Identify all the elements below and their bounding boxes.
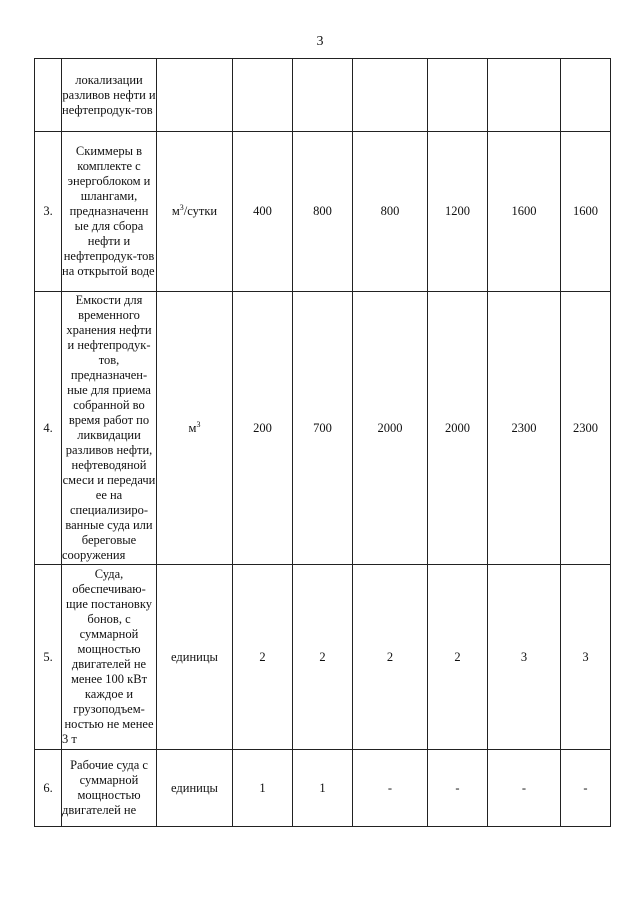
row-value: [488, 59, 561, 132]
row-value: 800: [353, 132, 428, 292]
row-value: [233, 59, 293, 132]
page-number: 3: [316, 34, 324, 49]
unit-superscript: 3: [179, 202, 184, 212]
row-value: 2300: [561, 292, 611, 565]
row-description: локализации разливов нефти и нефтепродук-тов: [62, 59, 157, 132]
row-description: Емкости для временного хранения нефти и нефтепродук-тов, предназначен-ные для приема собранной во время работ по ликвидации разливов нефти, нефтеводяной смеси и передачи ее на специализиро-ванные суда или береговые сооружения: [62, 292, 157, 565]
row-value: 1600: [488, 132, 561, 292]
row-value: 2: [293, 565, 353, 750]
row-value: 700: [293, 292, 353, 565]
unit-rest: /сутки: [183, 204, 218, 218]
row-value: [293, 59, 353, 132]
row-number: 3.: [35, 132, 62, 292]
table-row: [35, 59, 611, 132]
row-value: -: [428, 750, 488, 827]
row-value: -: [353, 750, 428, 827]
row-value: [428, 59, 488, 132]
row-value: 2000: [353, 292, 428, 565]
row-description: Скиммеры в комплекте с энергоблоком и шлангами, предназначенн ые для сбора нефти и нефтепродук-тов на открытой воде: [62, 132, 157, 292]
row-value: 2300: [488, 292, 561, 565]
row-value: 2000: [428, 292, 488, 565]
row-unit: [157, 565, 233, 750]
table-row: [35, 292, 611, 565]
row-value: 2: [353, 565, 428, 750]
row-value: -: [561, 750, 611, 827]
unit-base: м: [188, 420, 197, 435]
row-value: 3: [488, 565, 561, 750]
row-value: 2: [428, 565, 488, 750]
row-number: 6.: [35, 750, 62, 827]
unit-base: м: [171, 204, 180, 218]
row-value: -: [488, 750, 561, 827]
unit-superscript: 3: [196, 419, 201, 429]
row-value: 1: [233, 750, 293, 827]
unit-base: единицы: [171, 780, 218, 795]
row-unit: [157, 59, 233, 132]
row-number: 4.: [35, 292, 62, 565]
row-number: [35, 59, 62, 132]
row-value: 1: [293, 750, 353, 827]
row-unit: [157, 750, 233, 827]
row-number: 5.: [35, 565, 62, 750]
row-unit: [157, 292, 233, 565]
row-value: 1200: [428, 132, 488, 292]
row-description: Рабочие суда с суммарной мощностью двигателей не: [62, 750, 157, 827]
table-row: [35, 565, 611, 750]
row-value: 400: [233, 132, 293, 292]
unit-base: единицы: [171, 649, 218, 664]
row-value: [353, 59, 428, 132]
row-description: Суда, обеспечиваю-щие постановку бонов, с суммарной мощностью двигателей не менее 100 кВт каждое и грузоподъем-ностью не менее 3 т: [62, 565, 157, 750]
equipment-table: [34, 58, 611, 827]
row-value: 800: [293, 132, 353, 292]
row-unit: [157, 132, 233, 292]
row-value: [561, 59, 611, 132]
table-row: [35, 750, 611, 827]
row-value: 3: [561, 565, 611, 750]
row-value: 1600: [561, 132, 611, 292]
table-row: [35, 132, 611, 292]
row-value: 2: [233, 565, 293, 750]
row-value: 200: [233, 292, 293, 565]
